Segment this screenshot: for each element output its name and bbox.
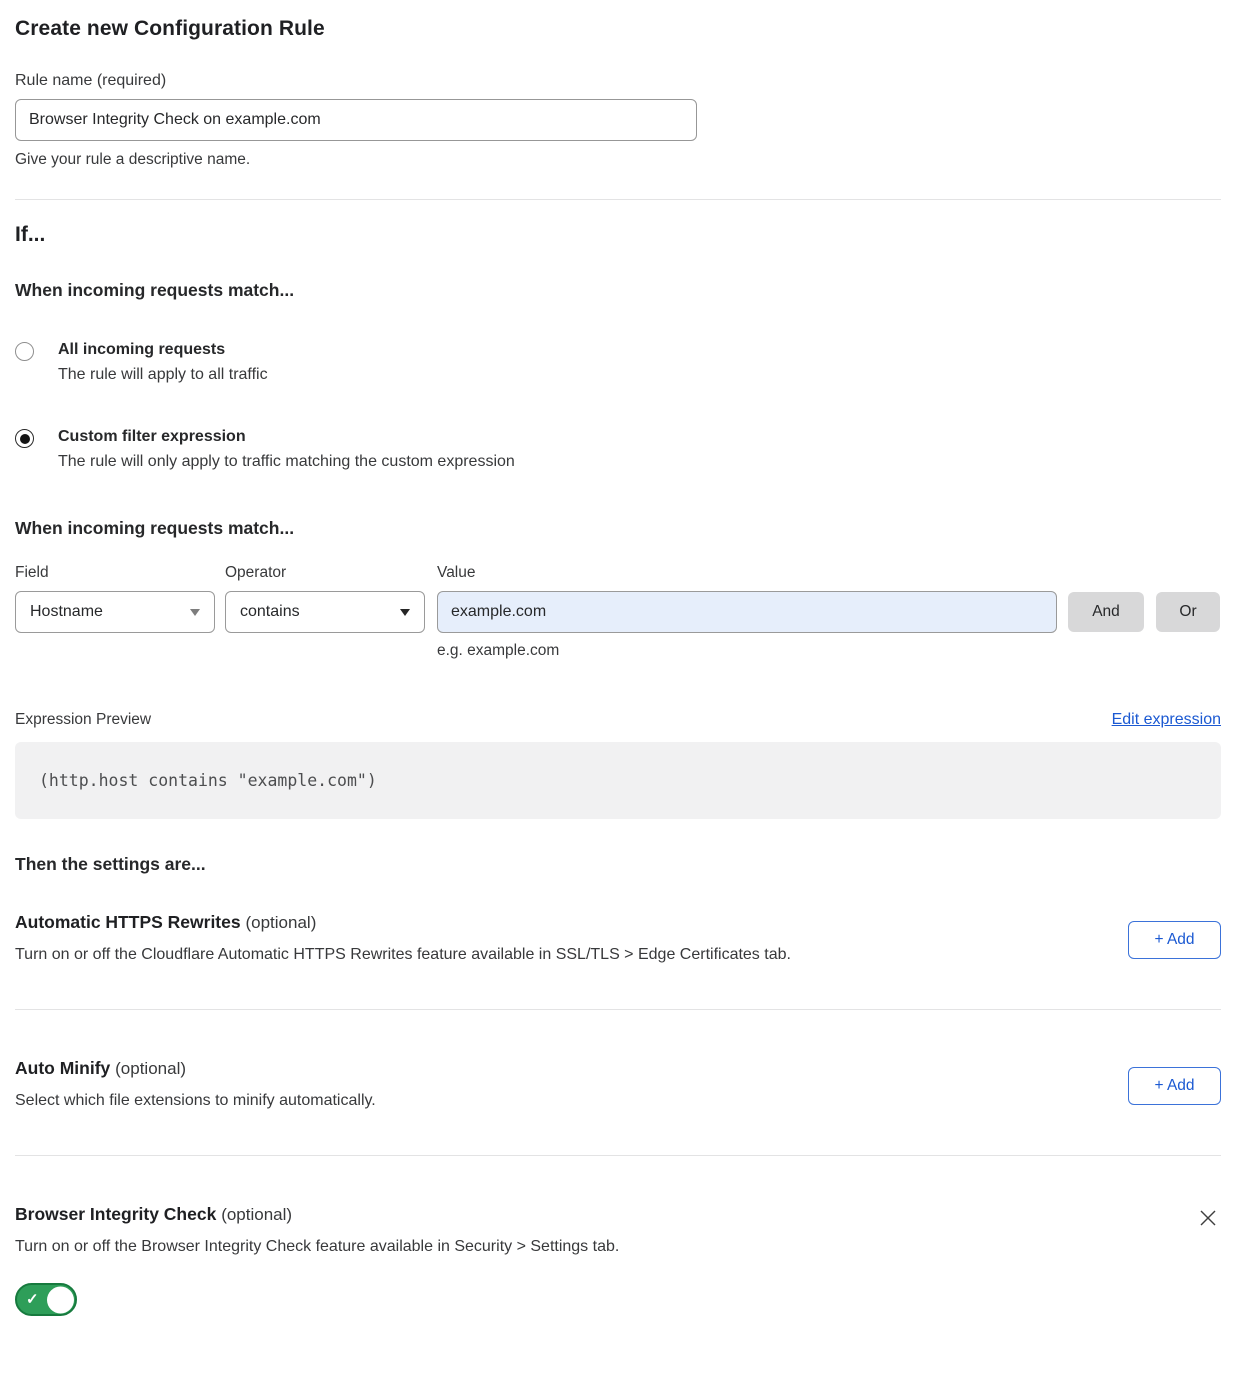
setting-title-text: Automatic HTTPS Rewrites — [15, 912, 241, 932]
operator-select[interactable] — [225, 591, 425, 633]
radio-option-custom-filter[interactable] — [15, 428, 1221, 471]
check-icon: ✓ — [26, 1290, 39, 1308]
setting-optional-text: (optional) — [221, 1205, 293, 1224]
field-column-label: Field — [15, 564, 49, 581]
radio-button-selected[interactable] — [15, 429, 34, 448]
setting-title — [15, 912, 791, 933]
setting-description: Turn on or off the Cloudflare Automatic HTTPS Rewrites feature available in SSL/TLS > Edge Certificates tab. — [15, 946, 791, 963]
rule-name-input[interactable] — [15, 99, 697, 141]
setting-title — [15, 1058, 376, 1079]
field-select-value: Hostname — [30, 603, 103, 620]
builder-heading: When incoming requests match... — [15, 518, 295, 538]
builder-row — [15, 591, 1221, 633]
expression-preview-header — [15, 711, 1221, 729]
radio-description: The rule will apply to all traffic — [58, 366, 268, 383]
value-input[interactable] — [437, 591, 1057, 633]
setting-optional-text: (optional) — [115, 1059, 187, 1078]
caret-down-icon — [190, 609, 200, 616]
caret-down-icon — [400, 609, 410, 616]
expression-preview-label: Expression Preview — [15, 711, 152, 728]
browser-integrity-check-toggle[interactable] — [15, 1283, 77, 1316]
remove-setting-button[interactable] — [1197, 1206, 1221, 1230]
setting-optional-text: (optional) — [245, 913, 317, 932]
radio-button-unselected[interactable] — [15, 342, 34, 361]
expression-preview-code — [15, 742, 1221, 819]
setting-divider — [15, 1155, 1221, 1156]
setting-description: Select which file extensions to minify automatically. — [15, 1092, 376, 1109]
page-title: Create new Configuration Rule — [15, 17, 325, 40]
operator-select-value: contains — [240, 603, 300, 620]
toggle-knob — [47, 1286, 74, 1313]
add-automatic-https-rewrites-button[interactable]: + Add — [1128, 921, 1221, 959]
builder-column-labels — [15, 564, 1221, 582]
setting-description: Turn on or off the Browser Integrity Check feature available in Security > Settings tab. — [15, 1238, 620, 1255]
match-heading: When incoming requests match... — [15, 280, 295, 300]
rule-name-label: Rule name (required) — [15, 72, 167, 89]
value-hint: e.g. example.com — [437, 642, 560, 659]
setting-title-text: Auto Minify — [15, 1058, 111, 1078]
or-button[interactable]: Or — [1156, 592, 1220, 632]
setting-row-automatic-https-rewrites — [15, 912, 1221, 964]
setting-divider — [15, 1009, 1221, 1010]
expression-code-text: (http.host contains "example.com") — [39, 771, 377, 790]
and-button[interactable]: And — [1068, 592, 1144, 632]
edit-expression-link[interactable]: Edit expression — [1111, 711, 1221, 728]
if-heading: If... — [15, 223, 46, 246]
section-divider — [15, 199, 1221, 200]
operator-column-label: Operator — [225, 564, 287, 581]
add-auto-minify-button[interactable]: + Add — [1128, 1067, 1221, 1105]
setting-title — [15, 1204, 619, 1225]
rule-name-help: Give your rule a descriptive name. — [15, 151, 251, 168]
field-select[interactable] — [15, 591, 215, 633]
setting-row-auto-minify — [15, 1058, 1221, 1110]
setting-row-browser-integrity-check — [15, 1204, 1221, 1321]
then-heading: Then the settings are... — [15, 854, 206, 874]
setting-title-text: Browser Integrity Check — [15, 1204, 217, 1224]
close-icon — [1197, 1207, 1219, 1229]
radio-option-all-requests[interactable] — [15, 341, 1221, 384]
radio-description: The rule will only apply to traffic matching the custom expression — [58, 453, 515, 470]
radio-label[interactable]: Custom filter expression — [58, 428, 246, 445]
value-column-label: Value — [437, 564, 476, 581]
radio-label[interactable]: All incoming requests — [58, 341, 226, 358]
